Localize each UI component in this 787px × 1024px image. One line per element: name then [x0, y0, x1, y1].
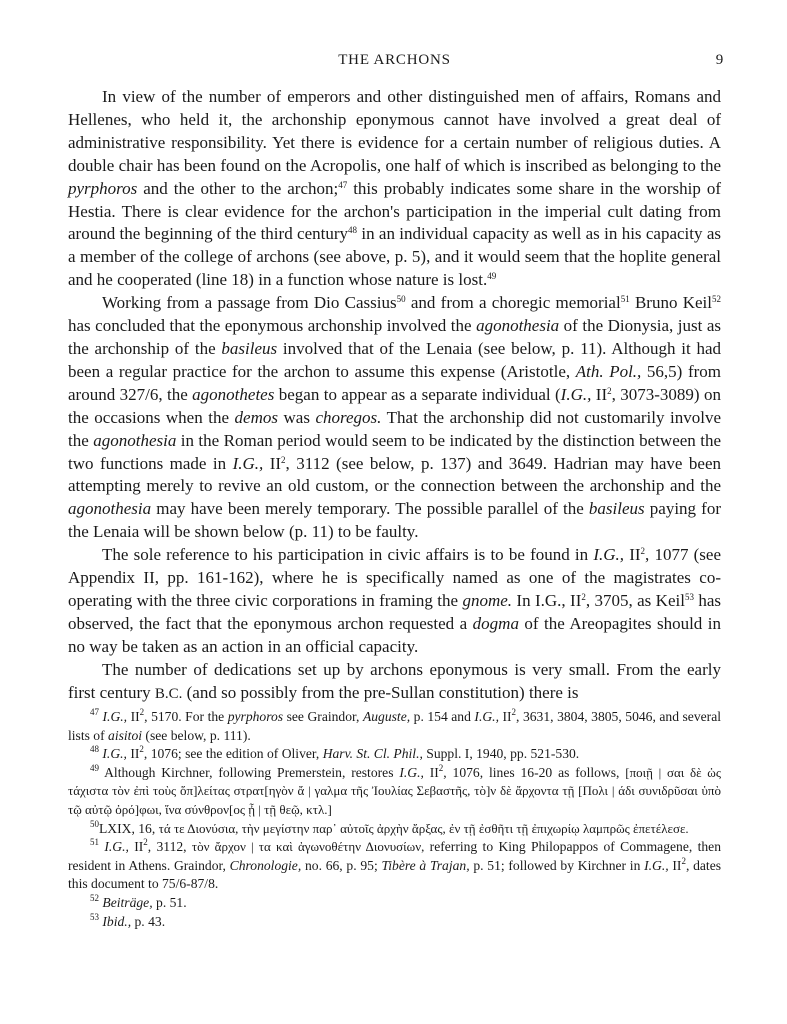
text: Chronologie, — [229, 857, 302, 873]
footnote-ref-50: 50 — [396, 294, 406, 305]
footnote-number: 50 — [90, 818, 99, 829]
text: pyrphoros — [68, 178, 138, 198]
footnote-48 — [68, 745, 721, 764]
text: Beiträge, — [102, 894, 153, 910]
footnote-53 — [68, 913, 721, 932]
text: this probably indicates some share in the worship of Hestia. There is clear evidence for the archon's participation in the imperial cult dating from around the beginning of the third century — [68, 178, 721, 244]
text: I.G., — [102, 709, 128, 724]
paragraph-3 — [68, 544, 721, 659]
text: agonothesia — [68, 499, 152, 519]
text: The number of dedications set up by archons eponymous is very small. From the early first century — [68, 659, 721, 702]
superscript: 2 — [511, 707, 517, 717]
text: II — [423, 764, 439, 780]
text: (see below, p. 111). — [142, 727, 251, 743]
text: , 1077 (see Appendix II, pp. 161-162), where he is specifically named as one of the magistrates co-operating with the three civic corporations in framing the — [68, 545, 722, 610]
text: gnome. — [462, 590, 513, 610]
text: p. 51. — [152, 894, 187, 910]
footnote-50 — [68, 820, 721, 839]
text: II — [624, 545, 641, 565]
footnote-number: 47 — [90, 707, 99, 717]
footnote-52 — [68, 894, 721, 913]
footnote-ref-52: 52 — [712, 294, 721, 305]
running-title: THE ARCHONS — [338, 52, 451, 68]
text: I.G., — [474, 709, 499, 724]
text: II — [668, 857, 682, 873]
footnote-number: 48 — [90, 744, 99, 755]
footnote-number: 52 — [90, 892, 99, 903]
footnote-ref-47: 47 — [338, 179, 348, 190]
text: dogma — [472, 613, 519, 633]
text: , dates this document to 75/6-87/8. — [68, 857, 722, 892]
text: , 5170. For the — [144, 709, 228, 724]
text: , 3705, as Keil — [585, 590, 685, 610]
text: , 1076; see the edition of Oliver, — [143, 746, 323, 762]
text: Suppl. I, 1940, pp. 521-530. — [422, 746, 580, 762]
text: Harv. St. Cl. Phil., — [322, 746, 423, 762]
superscript: 2 — [281, 454, 286, 465]
paragraph-1 — [68, 86, 721, 292]
text: I.G., — [399, 764, 424, 780]
text: Tibère à Trajan, — [381, 857, 470, 873]
text: of the Dionysia, just as the archonship of the — [68, 316, 721, 358]
text: I.G., — [232, 453, 264, 473]
text: Ath. Pol., — [575, 361, 642, 381]
superscript: 2 — [438, 762, 444, 773]
footnote-number: 53 — [90, 911, 99, 922]
text: 56,5) from around 327/6, the — [68, 361, 721, 404]
text: of the Areopagites should in no way be taken as an action in an official capacity. — [68, 613, 721, 656]
footnote-47 — [68, 708, 721, 745]
text: pyrphoros — [227, 709, 284, 724]
text: I.G., — [560, 384, 592, 404]
page-content — [68, 86, 721, 705]
text: has observed, the fact that the eponymous archon requested a — [68, 590, 721, 633]
text: Auguste, — [362, 709, 411, 724]
text: II — [126, 746, 140, 762]
text: involved that of the Lenaia (see below, p. 11). Although it had been a regular practice for the archon to assume this expense (Aristotle, — [68, 338, 721, 381]
paragraph-4 — [68, 659, 721, 706]
text: paying for the Lenaia will be shown below (p. 11) to be faulty. — [68, 499, 722, 542]
text: (and so possibly from the pre-Sullan constitution) there is — [182, 682, 579, 702]
text: began to appear as a separate individual ( — [274, 384, 561, 404]
text: see Graindor, — [283, 709, 363, 724]
era-abbrev: B.C. — [154, 685, 183, 702]
text: Ibid., — [102, 913, 132, 929]
text: and the other to the archon; — [137, 178, 339, 198]
text: Working from a passage from Dio Cassius — [102, 293, 397, 313]
greek-text: τὸν ἄρχον | τα καὶ ἀγωνοθέτην Διονυσίων, — [191, 839, 425, 855]
superscript: 2 — [607, 385, 612, 396]
text: agonothesia — [93, 430, 177, 450]
text: II — [127, 709, 140, 724]
greek-text: [ποιῇ | σαι δὲ ὡς τάχιστα τὸν ἐπὶ τοὺς ὅπ]λείτας στρατ[ηγὸν ἄ | γαλμα τῆς Ἰουλίας Σεβαστῆς, τὸ]ν δὲ ἄρχοντα τῇ [Πολι | άδι συνιδρῦσαι ὑπὸ τῷ αὐτῷ ὀρό]φωι, ἵνα σύνθρον[ος ᾖ | τῇ θεῷ, κτλ.] — [68, 764, 721, 817]
footnote-ref-53: 53 — [684, 591, 694, 602]
text: p. 51; followed by Kirchner in — [469, 857, 645, 873]
paragraph-2 — [68, 292, 721, 544]
text: may have been merely temporary. The possible parallel of the — [151, 499, 589, 519]
text: has concluded that the eponymous archonship involved the — [68, 316, 477, 336]
text: , 3112, — [147, 839, 192, 855]
text: I.G., — [104, 839, 129, 855]
text: and from a choregic memorial — [405, 293, 621, 313]
text: in an individual capacity as well as in his capacity as a member of the college of archons (see above, p. 5), and it would seem that the hoplite general and he cooperated (line 18) in a function whose nature is lost. — [68, 224, 722, 290]
superscript: 2 — [139, 744, 144, 755]
footnote-number: 51 — [90, 837, 99, 848]
superscript: 2 — [139, 707, 145, 717]
main-text — [68, 86, 721, 705]
text: p. 43. — [131, 913, 166, 929]
text: , 1076, lines 16-20 as follows, — [443, 764, 626, 780]
footnotes — [68, 708, 721, 931]
footnote-ref-49: 49 — [487, 271, 497, 282]
text: was — [278, 407, 316, 427]
superscript: 2 — [581, 591, 586, 602]
text: , 3112 (see below, p. 137) and 3649. Hadrian may have been attempting merely to revive an old custom, or the connection between the archonship and the — [68, 453, 721, 496]
text: agonothetes — [192, 384, 275, 404]
text: I.G., — [644, 857, 669, 873]
text: in the Roman period would seem to be indicated by the distinction between the two functions made in — [68, 430, 721, 473]
text: II — [498, 709, 512, 724]
superscript: 2 — [681, 855, 686, 866]
footnote-51 — [68, 838, 721, 894]
footnote-ref-51: 51 — [620, 294, 630, 305]
text: demos — [234, 407, 278, 427]
text: , 3073-3089) on the occasions when the — [68, 384, 721, 427]
running-header — [68, 52, 724, 74]
text: aisitoi — [108, 727, 143, 743]
text: , 3631, 3804, 3805, 5046, and several lists of — [68, 709, 722, 743]
text: LXIX, 16, — [99, 820, 159, 836]
text: II — [263, 453, 282, 473]
text: Although Kirchner, following Premerstein, restores — [99, 764, 400, 780]
superscript: 2 — [640, 546, 646, 557]
text: II — [591, 384, 608, 404]
page-number: 9 — [715, 52, 724, 68]
greek-text: τά τε Διονύσια, τὴν μεγίστην παρ᾽ αὐτοῖς ἀρχὴν ἄρξας, ἐν τῇ ἐσθῆτι τῇ ἐπιχωρίῳ λαμπρῶς ἐπετέλεσε. — [158, 820, 689, 836]
text: choregos. — [315, 407, 382, 427]
text: basileus — [588, 499, 645, 519]
text: II — [128, 839, 144, 855]
text: referring to King Philopappos of Commagene, then resident in Athens. Graindor, — [68, 839, 721, 873]
text: I.G., — [593, 545, 625, 565]
text: The sole reference to his participation in civic affairs is to be found in — [102, 545, 594, 565]
footnote-ref-48: 48 — [348, 225, 358, 236]
footnote-49 — [68, 764, 721, 820]
text: Bruno Keil — [629, 293, 712, 313]
superscript: 2 — [143, 837, 148, 848]
text: In I.G., II — [512, 590, 582, 610]
text: no. 66, p. 95; — [301, 857, 382, 873]
text: agonothesia — [476, 316, 560, 336]
text: basileus — [221, 338, 278, 358]
text: I.G., — [102, 746, 127, 762]
text: p. 154 and — [410, 709, 475, 724]
text: In view of the number of emperors and other distinguished men of affairs, Romans and Hellenes, who held it, the archonship eponymous cannot have involved a great deal of administrative responsibility. Yet there is evidence for a certain number of religious duties. A double chair has been found on the Acropolis, one half of which is inscribed as belonging to the — [68, 87, 721, 175]
text: That the archonship did not customarily involve the — [68, 407, 721, 450]
footnote-number: 49 — [90, 762, 99, 773]
